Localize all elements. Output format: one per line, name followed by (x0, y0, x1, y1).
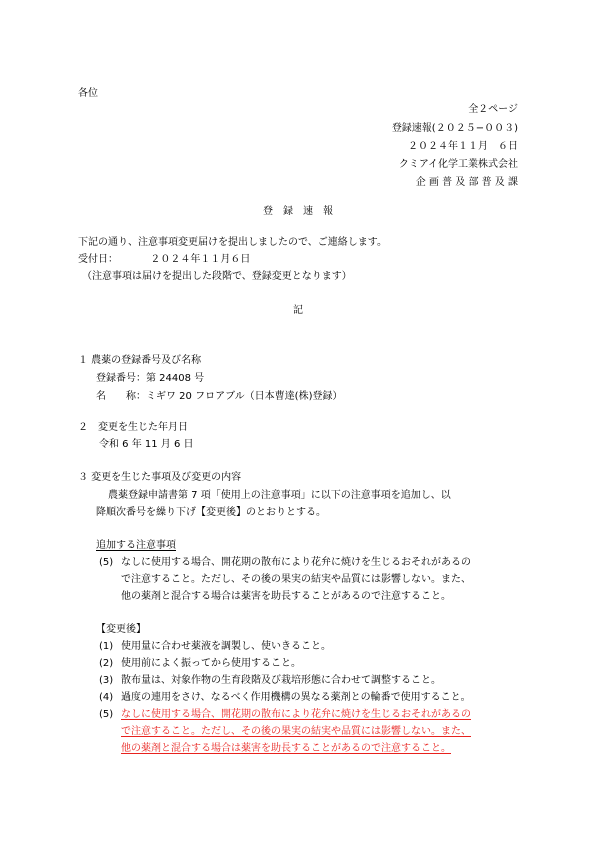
receipt-date-row (78, 255, 250, 265)
added-item-number: (5) (99, 557, 114, 568)
registration-number: 登録番号：第 24408 号 (96, 373, 205, 384)
product-name-value: ：ミギワ 20 フロアブル（日本曹達(株)登録） (136, 391, 343, 402)
added-item-line2: で注意すること。ただし、その後の果実の結実や品質には影響しない。また、 (121, 574, 471, 585)
list-item (99, 659, 519, 673)
receipt-date-value: ２０２４年１１月６日 (150, 254, 251, 265)
receipt-date-label: 受付日： (78, 254, 118, 265)
issue-date: ２０２４年１１月 ６日 (408, 141, 518, 152)
list-item-text: 散布量は、対象作物の生育段階及び栽培形態に合わせて調整すること。 (121, 675, 441, 686)
section3-heading: ３ 変更を生じた事項及び変更の内容 (78, 472, 242, 483)
company-name: クミアイ化学工業株式会社 (398, 159, 518, 170)
added-caution-item (99, 558, 519, 608)
list-item (99, 676, 519, 690)
added-caution-heading: 追加する注意事項 (96, 540, 176, 551)
added-item-line3: 他の薬剤と混合する場合は薬害を助長することがあるので注意すること。 (121, 591, 451, 602)
list-item-text: 使用前によく振ってから使用すること。 (121, 658, 301, 669)
intro-text: 下記の通り、注意事項変更届けを提出しましたので、ご連絡します。 (78, 237, 387, 248)
department-name: 企 画 普 及 部 普 及 課 (415, 177, 518, 188)
added-item-line1: なしに使用する場合、開花期の散布により花弁に焼けを生じるおそれがあるの (121, 557, 471, 568)
section2-heading: ２ 変更を生じた年月日 (78, 422, 188, 433)
list-item-number: (4) (99, 692, 114, 703)
new-caution-line2: で注意すること。ただし、その後の果実の結実や品質には影響しない。また、 (121, 726, 471, 737)
list-item-number: (2) (99, 658, 114, 669)
bulletin-number: 登録速報(２０２５−００３) (391, 123, 518, 134)
product-name-row (96, 392, 343, 402)
list-item-text: 使用量に合わせ薬液を調製し、使いきること。 (121, 641, 331, 652)
addressee: 各位 (78, 88, 98, 99)
list-item-text: 過度の連用をさけ、なるべく作用機構の異なる薬剤との輪番で使用すること。 (121, 692, 471, 703)
list-item-number: (1) (99, 641, 114, 652)
list-item-number: (5) (99, 709, 114, 720)
section1-heading: １ 農薬の登録番号及び名称 (78, 355, 202, 366)
section3-body-line2: 降順次番号を繰り下げ【変更後】のとおりとする。 (96, 507, 326, 518)
product-name-label: 名 称 (96, 391, 136, 402)
new-caution-line1: なしに使用する場合、開花期の散布により花弁に焼けを生じるおそれがあるの (121, 709, 471, 720)
page-count: 全２ページ (468, 104, 518, 115)
new-caution-item (99, 710, 519, 760)
document-title: 登 録 速 報 (263, 206, 333, 217)
list-item-number: (3) (99, 675, 114, 686)
intro-note: （注意事項は届けを提出した段階で、登録変更となります） (82, 271, 352, 282)
list-item (99, 642, 519, 656)
new-caution-line3: 他の薬剤と混合する場合は薬害を助長することがあるので注意すること。 (121, 743, 451, 754)
list-item (99, 693, 519, 707)
change-date: 令和 6 年 11 月 6 日 (99, 439, 194, 450)
ki-marker: 記 (293, 305, 303, 316)
section3-body-line1: 農薬登録申請書第 7 項「使用上の注意事項」に以下の注意事項を追加し、以 (108, 490, 451, 501)
after-change-heading: 【変更後】 (96, 624, 146, 635)
